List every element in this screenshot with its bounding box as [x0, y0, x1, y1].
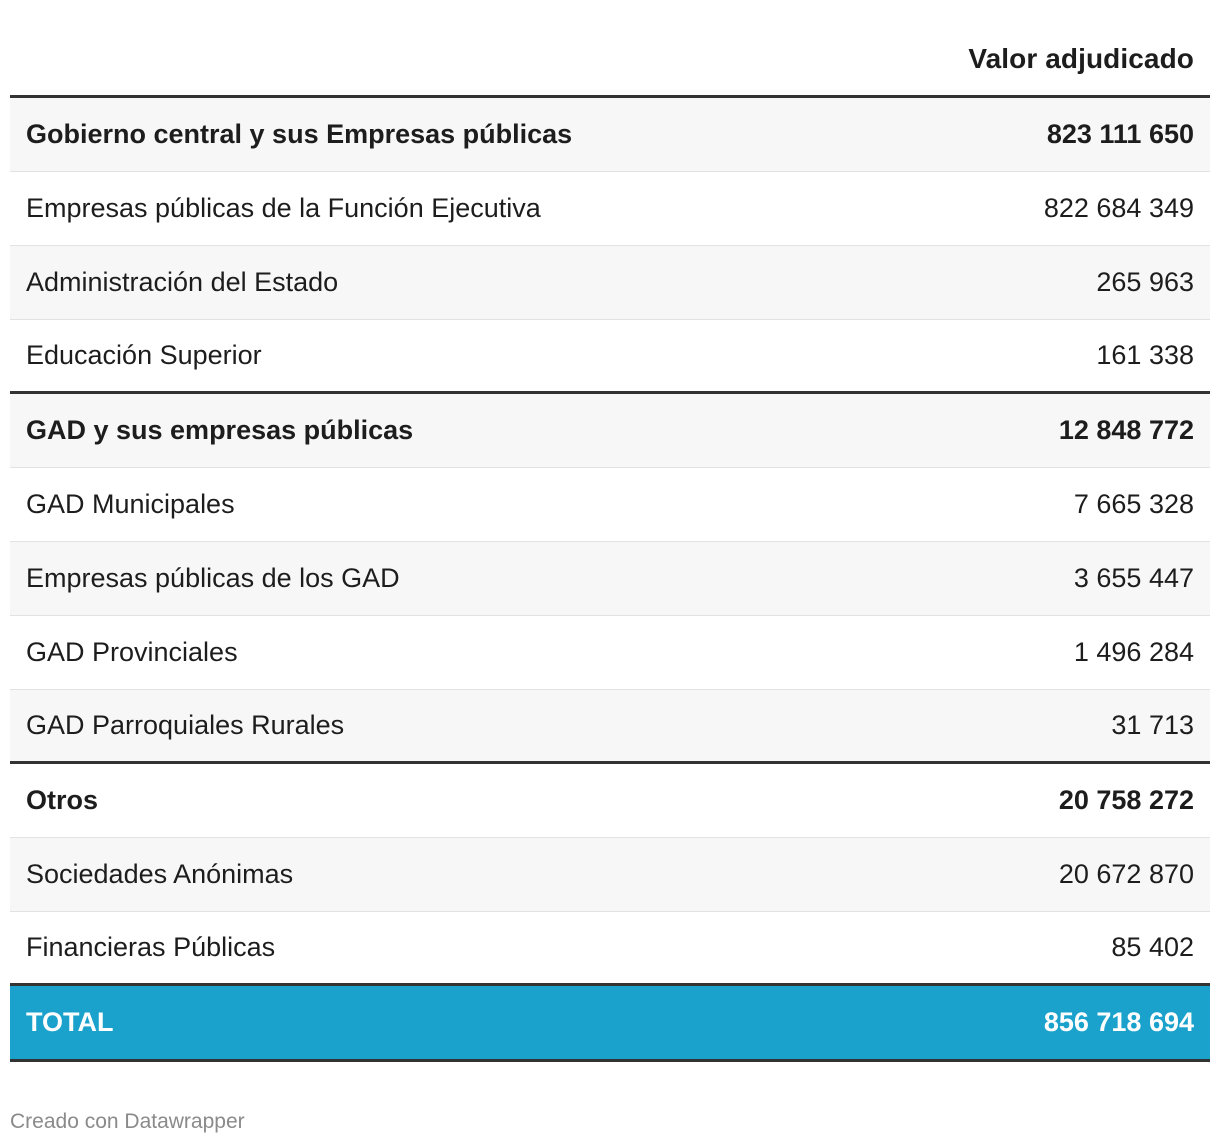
- row-value: 823 111 650: [1046, 119, 1194, 149]
- total-label: TOTAL: [26, 1007, 114, 1037]
- row-label: Empresas públicas de los GAD: [26, 563, 400, 593]
- row-label: Educación Superior: [26, 340, 262, 370]
- row-label: GAD y sus empresas públicas: [26, 415, 414, 445]
- total-value: 856 718 694: [1043, 1007, 1194, 1037]
- table-row: [10, 98, 1210, 172]
- row-value: 12 848 772: [1058, 415, 1194, 445]
- table-row: [10, 468, 1210, 542]
- table-row: [10, 616, 1210, 690]
- table-row: [10, 394, 1210, 468]
- row-label: GAD Provinciales: [26, 637, 238, 667]
- row-value: 1 496 284: [1073, 637, 1194, 667]
- table-row: [10, 838, 1210, 912]
- row-label: Sociedades Anónimas: [26, 859, 294, 889]
- footer-credit: Creado con Datawrapper: [10, 1110, 245, 1133]
- table-row: [10, 320, 1210, 394]
- row-label: Empresas públicas de la Función Ejecutiva: [26, 193, 541, 223]
- row-label: Otros: [26, 785, 99, 815]
- row-value: 7 665 328: [1073, 489, 1194, 519]
- total-row: [10, 986, 1210, 1062]
- row-value: 20 672 870: [1058, 859, 1194, 889]
- row-value: 822 684 349: [1043, 193, 1194, 223]
- table-row: [10, 542, 1210, 616]
- row-label: Administración del Estado: [26, 267, 339, 297]
- row-label: GAD Parroquiales Rurales: [26, 710, 345, 740]
- table-row: [10, 246, 1210, 320]
- row-value: 31 713: [1111, 710, 1194, 740]
- table-row: [10, 764, 1210, 838]
- row-value: 20 758 272: [1058, 785, 1194, 815]
- row-label: GAD Municipales: [26, 489, 235, 519]
- row-value: 265 963: [1096, 267, 1194, 297]
- row-value: 3 655 447: [1073, 563, 1194, 593]
- row-value: 85 402: [1111, 932, 1194, 962]
- row-label: Gobierno central y sus Empresas públicas: [26, 119, 573, 149]
- row-label: Financieras Públicas: [26, 932, 276, 962]
- table-row: [10, 172, 1210, 246]
- row-value: 161 338: [1096, 340, 1194, 370]
- table-row: [10, 690, 1210, 764]
- table-row: [10, 912, 1210, 986]
- column-header-valor: Valor adjudicado: [968, 43, 1194, 74]
- data-table: [10, 0, 1210, 1062]
- table-header: [10, 0, 1210, 98]
